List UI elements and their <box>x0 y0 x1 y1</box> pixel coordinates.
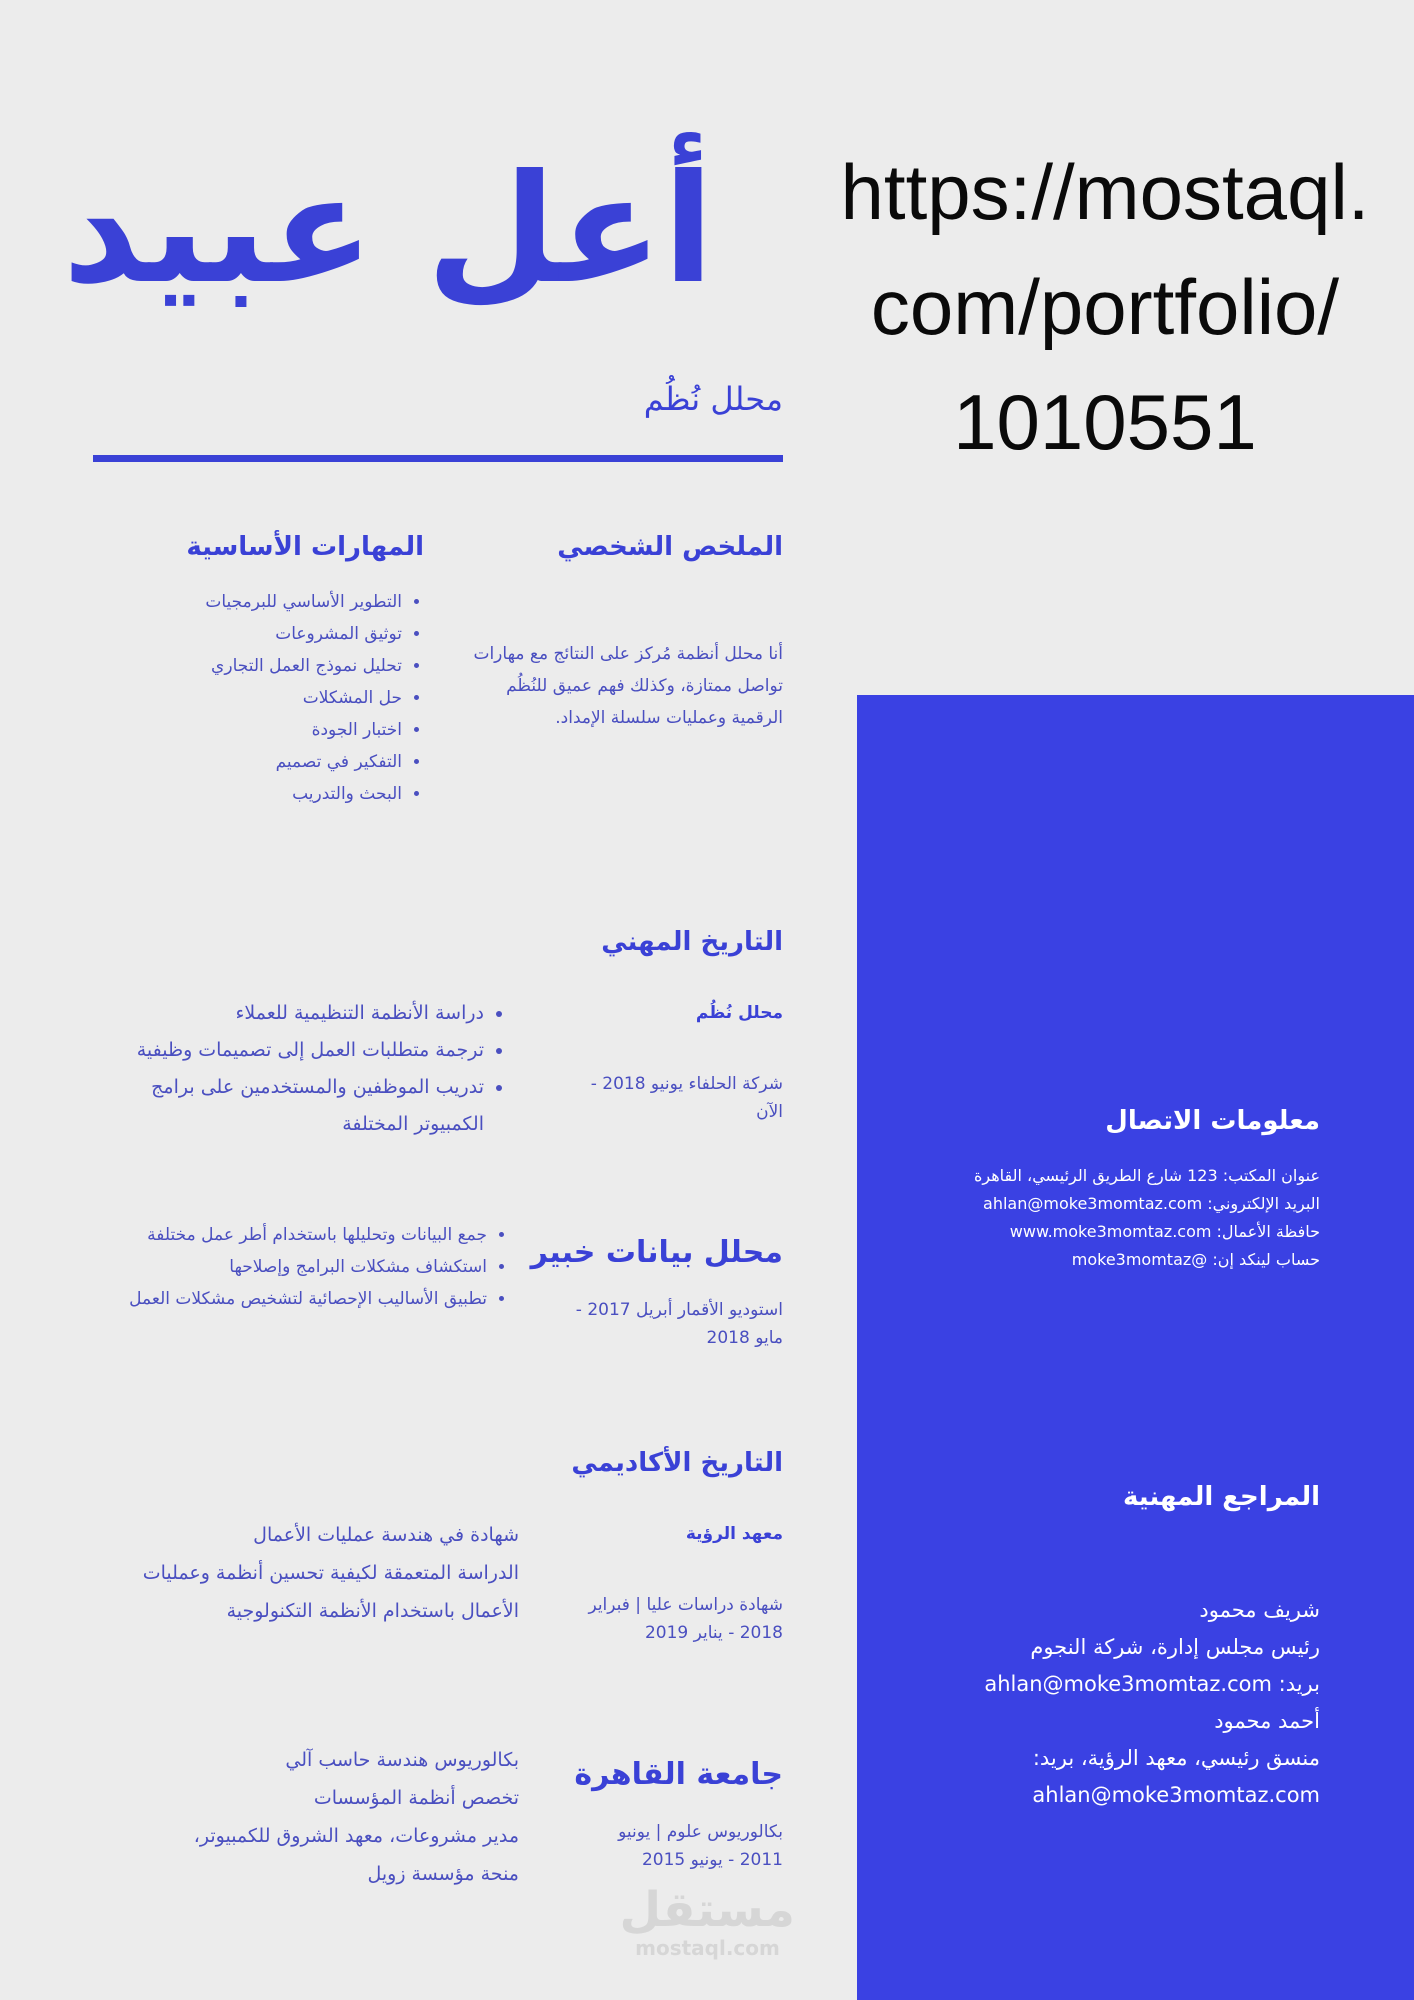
link-line-2[interactable]: com/portfolio/ <box>870 263 1340 351</box>
school1-line: شهادة في هندسة عمليات الأعمال <box>253 1524 519 1546</box>
school1-title: معهد الرؤية <box>685 1524 783 1544</box>
school2-meta-line: 2011 - يونيو 2015 <box>641 1850 783 1870</box>
job2-meta-line: مايو 2018 <box>706 1328 783 1348</box>
school1-meta-line: شهادة دراسات عليا | فبراير <box>588 1595 783 1615</box>
contact-address: عنوان المكتب: 123 شارع الطريق الرئيسي، القاهرة <box>974 1166 1320 1185</box>
skill-item: • اختبار الجودة <box>144 714 402 746</box>
skill-item: • البحث والتدريب <box>144 778 402 810</box>
job1-bullet: • تدريب الموظفين والمستخدمين على برامج الكمبيوتر المختلفة <box>86 1069 484 1143</box>
contact-email[interactable]: البريد الإلكتروني: ahlan@moke3momtaz.com <box>983 1194 1320 1213</box>
reference-role: منسق رئيسي، معهد الرؤية، بريد: <box>1032 1746 1320 1770</box>
school2-line: منحة مؤسسة زويل <box>367 1863 519 1885</box>
job2-bullets <box>79 1219 509 1315</box>
job-title: محلل نُظُم <box>643 380 783 418</box>
skills-list-wrap <box>144 586 424 810</box>
school1-line: الأعمال باستخدام الأنظمة التكنولوجية <box>226 1600 519 1622</box>
job2-title: محلل بيانات خبير <box>530 1235 783 1270</box>
job2-bullet: • استكشاف مشكلات البرامج وإصلاحها <box>79 1251 487 1283</box>
reference-name: أحمد محمود <box>1214 1709 1320 1733</box>
job2-bullet: • تطبيق الأساليب الإحصائية لتشخيص مشكلات العمل <box>79 1283 487 1315</box>
contact-portfolio[interactable]: حافظة الأعمال: www.moke3momtaz.com <box>1009 1222 1320 1241</box>
school1-meta <box>553 1591 783 1647</box>
job1-bullet: • ترجمة متطلبات العمل إلى تصميمات وظيفية <box>86 1032 484 1069</box>
job1-bullets-wrap <box>86 995 506 1143</box>
career-heading: التاريخ المهني <box>601 927 783 957</box>
summary-heading: الملخص الشخصي <box>557 532 783 562</box>
summary-text <box>443 638 783 734</box>
portfolio-link[interactable] <box>780 135 1414 480</box>
link-line-1[interactable]: https://mostaql. <box>840 148 1370 236</box>
contact-heading: معلومات الاتصال <box>1105 1106 1320 1136</box>
job1-meta <box>553 1070 783 1126</box>
reference-name: شريف محمود <box>1199 1598 1320 1622</box>
school2-meta-line: بكالوريوس علوم | يونيو <box>618 1822 783 1842</box>
job1-bullet: • دراسة الأنظمة التنظيمية للعملاء <box>86 995 484 1032</box>
job1-meta-line: الآن <box>756 1102 783 1122</box>
skill-item: • التفكير في تصميم <box>144 746 402 778</box>
person-name: أعل عبيد <box>62 143 714 317</box>
school1-line: الدراسة المتعمقة لكيفية تحسين أنظمة وعمليات <box>142 1562 519 1584</box>
education-heading: التاريخ الأكاديمي <box>571 1448 783 1478</box>
school2-line: تخصص أنظمة المؤسسات <box>313 1787 519 1809</box>
reference-email[interactable]: بريد: ahlan@moke3momtaz.com <box>984 1672 1320 1696</box>
job2-meta-line: استوديو الأقمار أبريل 2017 - <box>575 1300 783 1320</box>
skill-item: • تحليل نموذج العمل التجاري <box>144 650 402 682</box>
watermark-arabic: مستقل <box>619 1882 795 1938</box>
reference-role: رئيس مجلس إدارة، شركة النجوم <box>1030 1635 1320 1659</box>
school2-meta <box>553 1818 783 1874</box>
link-line-3[interactable]: 1010551 <box>953 378 1257 466</box>
reference-email[interactable]: ahlan@moke3momtaz.com <box>1032 1783 1320 1807</box>
job2-bullets-wrap <box>79 1219 509 1315</box>
skill-item: • توثيق المشروعات <box>144 618 402 650</box>
school2-line: بكالوريوس هندسة حاسب آلي <box>285 1749 519 1771</box>
title-divider <box>93 455 783 462</box>
summary-line: أنا محلل أنظمة مُركز على النتائج مع مهارات <box>473 644 783 664</box>
job2-meta <box>553 1296 783 1352</box>
job1-bullets <box>86 995 506 1143</box>
school2-details <box>79 1741 519 1893</box>
job1-meta-line: شركة الحلفاء يونيو 2018 - <box>590 1074 783 1094</box>
summary-line: الرقمية وعمليات سلسلة الإمداد. <box>555 708 783 728</box>
watermark-latin: mostaql.com <box>635 1936 780 1960</box>
skill-item: • حل المشكلات <box>144 682 402 714</box>
summary-line: تواصل ممتازة، وكذلك فهم عميق للنُظُم <box>506 676 783 696</box>
references-details <box>880 1592 1320 1814</box>
references-heading: المراجع المهنية <box>1122 1482 1320 1512</box>
skill-item: • التطوير الأساسي للبرمجيات <box>144 586 402 618</box>
mostaql-watermark <box>619 1882 795 1961</box>
school2-line: مدير مشروعات، معهد الشروق للكمبيوتر، <box>193 1825 519 1847</box>
skills-list <box>144 586 424 810</box>
contact-linkedin[interactable]: حساب لينكد إن: @moke3momtaz <box>1071 1250 1320 1269</box>
school2-title: جامعة القاهرة <box>574 1757 783 1792</box>
school1-meta-line: 2018 - يناير 2019 <box>644 1623 783 1643</box>
skills-heading: المهارات الأساسية <box>186 532 424 562</box>
job2-bullet: • جمع البيانات وتحليلها باستخدام أطر عمل مختلفة <box>79 1219 487 1251</box>
school1-details <box>79 1516 519 1630</box>
contact-details <box>880 1162 1320 1274</box>
job1-title: محلل نُظُم <box>695 1003 783 1023</box>
